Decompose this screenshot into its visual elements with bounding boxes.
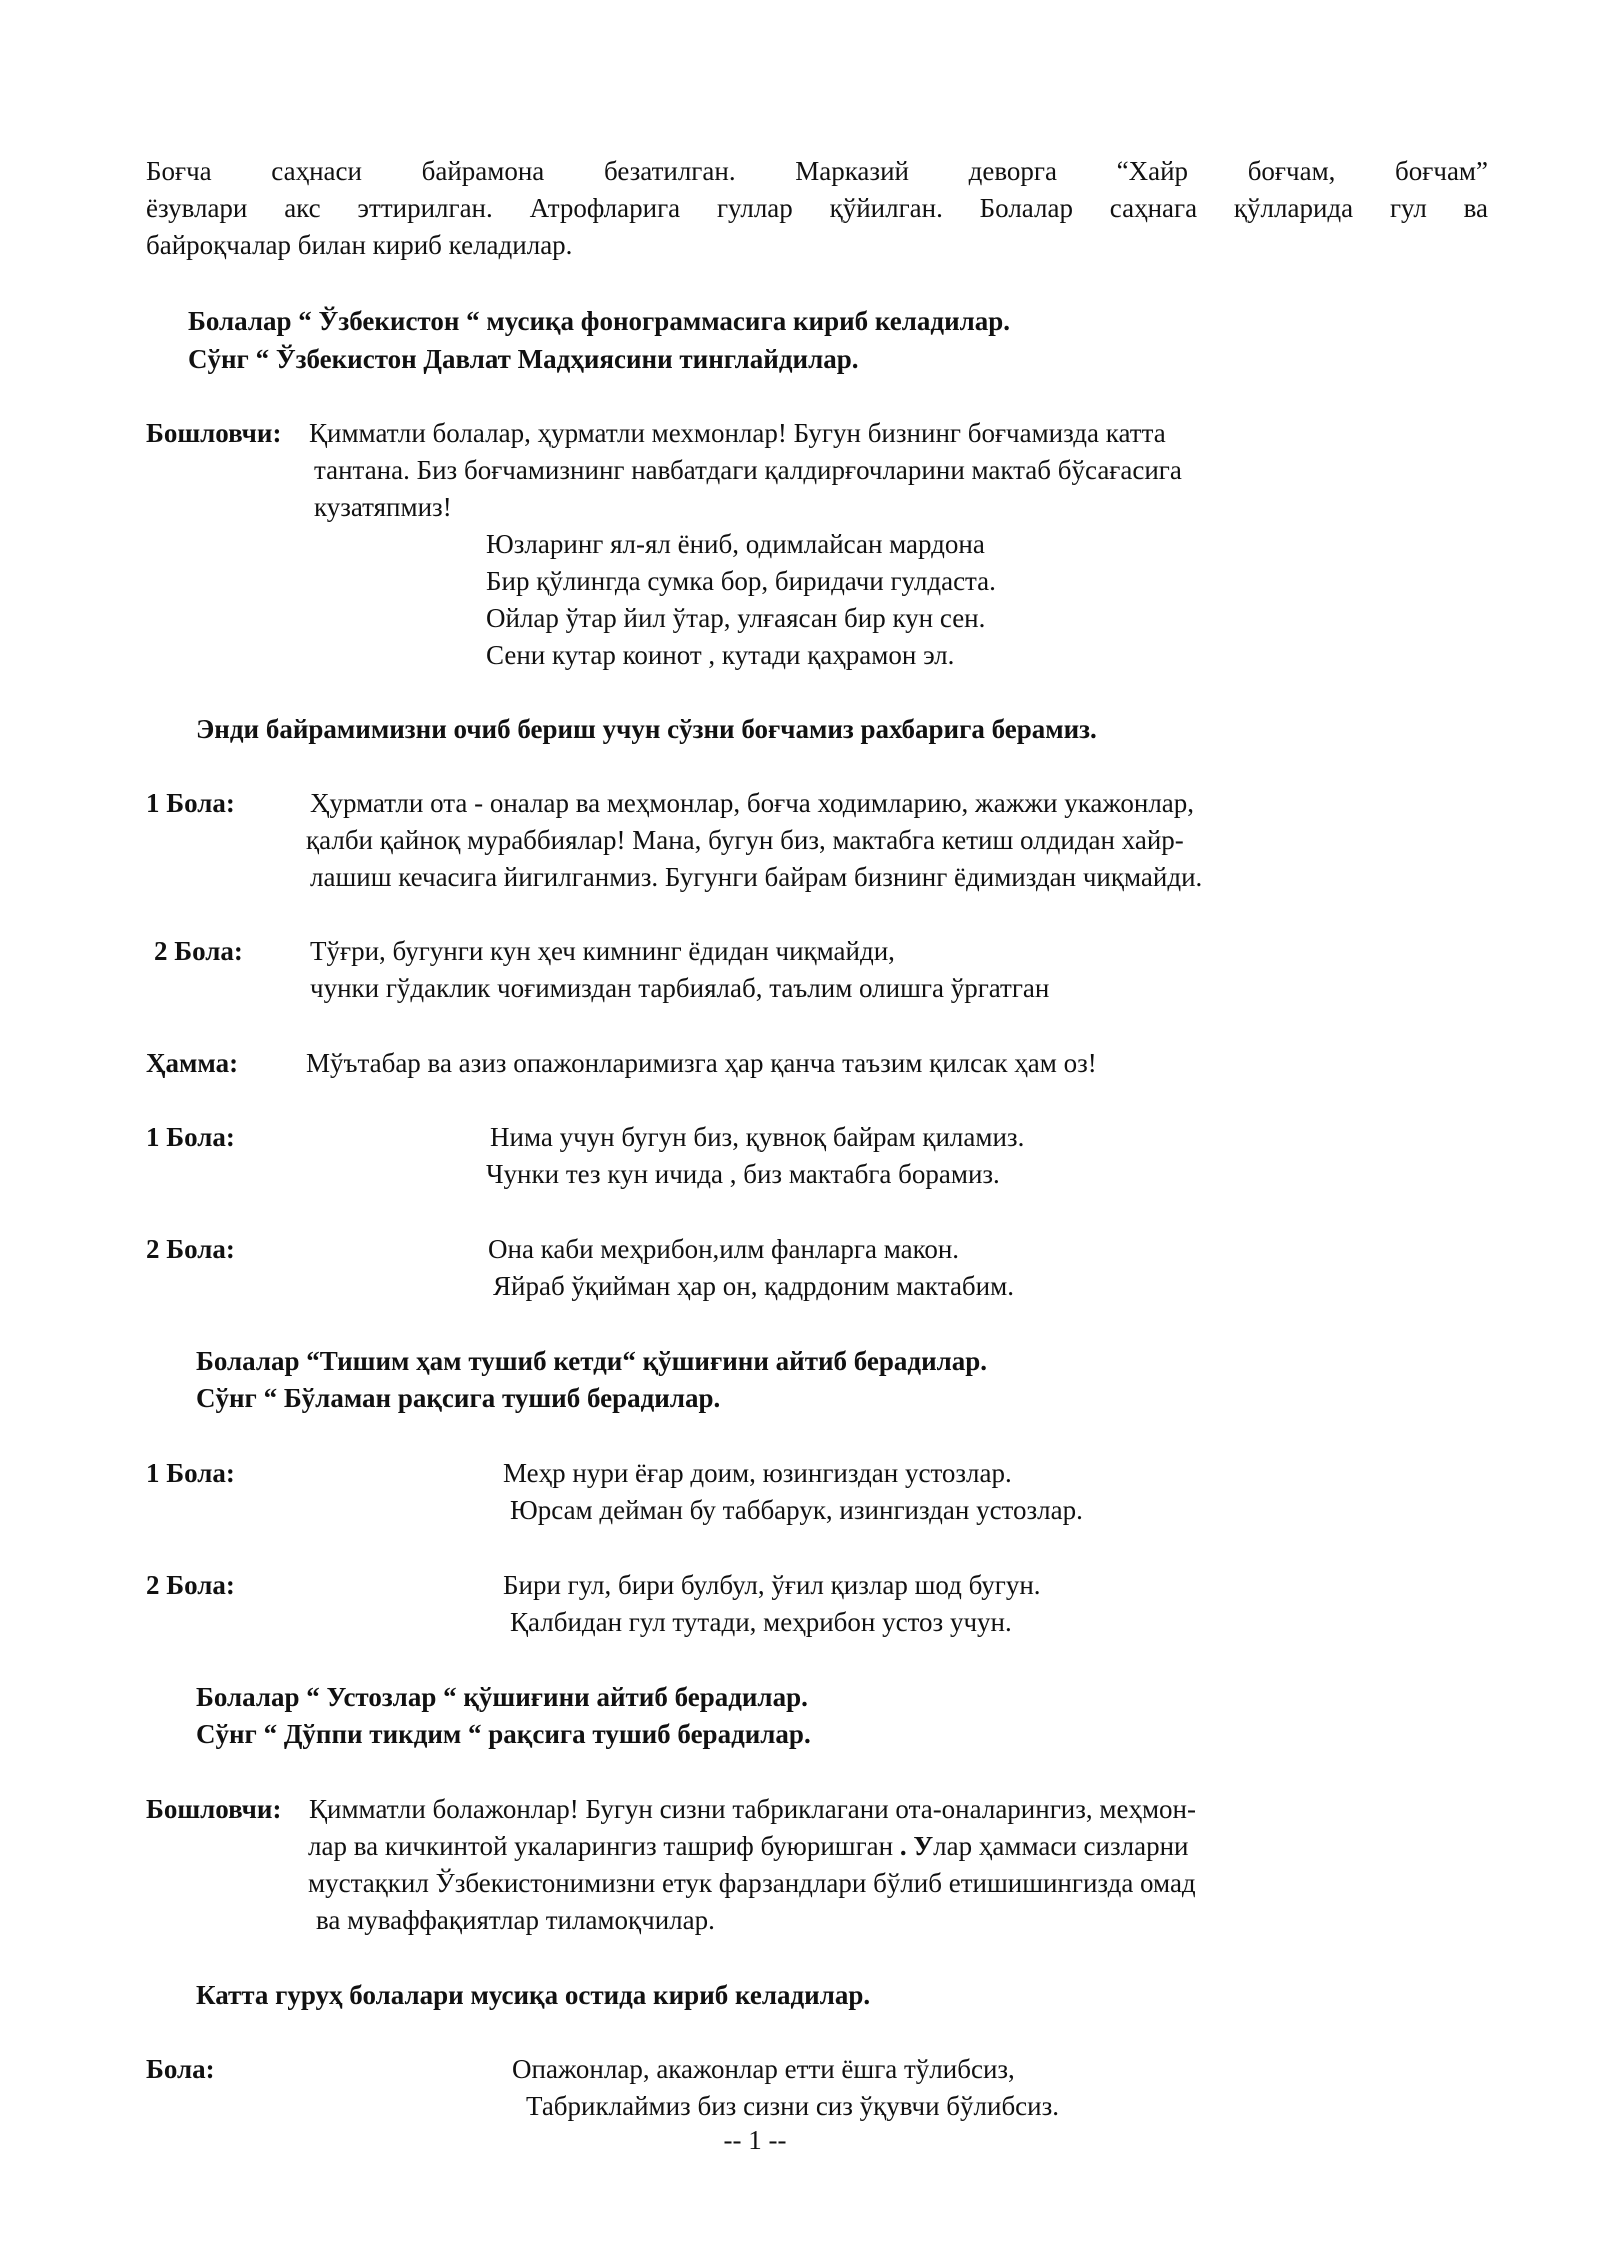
dialogue-line <box>308 1833 1188 1860</box>
verse-line: Чунки тез кун ичида , биз мактабга борамиз. <box>486 1159 1000 1189</box>
dialogue-line: Ҳурматли ота - оналар ва меҳмонлар, боғча ходимларию, жажжи укажонлар, <box>310 788 1195 818</box>
dialogue-line: лашиш кечасига йигилганмиз. Бугунги байрам бизнинг ёдимиздан чиқмайди. <box>310 862 1203 892</box>
stage-direction-4b: Сўнг “ Дўппи тикдим “ рақсига тушиб берадилар. <box>196 1719 811 1749</box>
verse-line: Сени кутар коинот , кутади қаҳрамон эл. <box>486 640 955 670</box>
stage-direction-3a: Болалар “Тишим ҳам тушиб кетди“ қўшиғини айтиб берадилар. <box>196 1346 988 1376</box>
speaker-label: 1 Бола: <box>146 1458 235 1488</box>
verse-line: Бири гул, бири булбул, ўғил қизлар шод бугун. <box>503 1570 1041 1600</box>
stage-direction-1a: Болалар “ Ўзбекистон “ мусиқа фонограммасига кириб келадилар. <box>188 306 1011 336</box>
verse-line: Меҳр нури ёғар доим, юзингиздан устозлар. <box>503 1458 1012 1488</box>
intro-line-2: ёзувлари акс эттирилган. Атрофларига гуллар қўйилган. Болалар саҳнага қўлларида гул ва <box>146 193 1488 223</box>
speaker-label: Бола: <box>146 2054 215 2084</box>
speaker-label: 2 Бола: <box>146 1234 235 1264</box>
speaker-label: 2 Бола: <box>146 1570 235 1600</box>
speaker-label: 1 Бола: <box>146 788 235 818</box>
speaker-label: 1 Бола: <box>146 1122 235 1152</box>
dialogue-segment: лар ва кичкинтой укаларингиз ташриф буюришган <box>308 1831 894 1861</box>
stage-direction-3b: Сўнг “ Бўламан рақсига тушиб берадилар. <box>196 1383 721 1413</box>
speaker-label: Бошловчи: <box>146 418 282 448</box>
dialogue-line: тантана. Биз боғчамизнинг навбатдаги қалдирғочларини мактаб бўсағасига <box>314 455 1182 485</box>
dialogue-segment-bold: . У <box>899 1831 934 1861</box>
verse-line: Юрсам дейман бу таббарук, изингиздан устозлар. <box>510 1495 1083 1525</box>
stage-direction-2: Энди байрамимизни очиб бериш учун сўзни боғчамиз рахбарига берамиз. <box>196 714 1097 744</box>
verse-line: Юзларинг ял-ял ёниб, одимлайсан мардона <box>486 529 985 559</box>
dialogue-line: чунки гўдаклик чоғимиздан тарбиялаб, таълим олишга ўргатган <box>310 973 1050 1003</box>
dialogue-line: Қимматли болажонлар! Бугун сизни табриклагани ота-оналарингиз, меҳмон- <box>309 1794 1196 1824</box>
dialogue-line: Мўътабар ва азиз опажонларимизга ҳар қанча таъзим қилсак ҳам оз! <box>306 1048 1097 1078</box>
speaker-label: Бошловчи: <box>146 1794 282 1824</box>
dialogue-line: қалби қайноқ мураббиялар! Мана, бугун биз, мактабга кетиш олдидан хайр- <box>306 825 1184 855</box>
stage-direction-5: Катта гуруҳ болалари мусиқа остида кириб келадилар. <box>196 1980 871 2010</box>
stage-direction-1b: Сўнг “ Ўзбекистон Давлат Мадҳиясини тинглайдилар. <box>188 344 859 374</box>
verse-line: Нима учун бугун биз, қувноқ байрам қиламиз. <box>490 1122 1025 1152</box>
verse-line: Опажонлар, акажонлар етти ёшга тўлибсиз, <box>512 2054 1015 2084</box>
speaker-label: 2 Бола: <box>154 936 243 966</box>
page-number: -- 1 -- <box>723 2125 787 2155</box>
verse-line: Она каби меҳрибон,илм фанларга макон. <box>488 1234 960 1264</box>
dialogue-segment: лар ҳаммаси сизларни <box>933 1831 1189 1861</box>
dialogue-line: кузатяпмиз! <box>314 492 452 522</box>
verse-line: Яйраб ўқийман ҳар он, қадрдоним мактабим. <box>493 1271 1014 1301</box>
speaker-label: Ҳамма: <box>146 1048 239 1078</box>
dialogue-line: мустақкил Ўзбекистонимизни етук фарзандлари бўлиб етишишингизда омад <box>308 1868 1196 1898</box>
verse-line: Ойлар ўтар йил ўтар, улғаясан бир кун сен. <box>486 603 986 633</box>
verse-line: Қалбидан гул тутади, меҳрибон устоз учун. <box>510 1607 1012 1637</box>
verse-line: Бир қўлингда сумка бор, биридачи гулдаста. <box>486 566 996 596</box>
intro-line-3: байроқчалар билан кириб келадилар. <box>146 230 573 260</box>
verse-line: Табриклаймиз биз сизни сиз ўқувчи бўлибсиз. <box>526 2091 1060 2121</box>
dialogue-line: ва муваффақиятлар тиламоқчилар. <box>316 1905 715 1935</box>
dialogue-line: Қимматли болалар, ҳурматли мехмонлар! Бугун бизнинг боғчамизда катта <box>309 418 1166 448</box>
dialogue-line: Тўғри, бугунги кун ҳеч кимнинг ёдидан чиқмайди, <box>310 936 895 966</box>
intro-line-1: Боғча саҳнаси байрамона безатилган. Марказий деворга “Хайр боғчам, боғчам” <box>146 156 1488 186</box>
stage-direction-4a: Болалар “ Устозлар “ қўшиғини айтиб берадилар. <box>196 1682 808 1712</box>
